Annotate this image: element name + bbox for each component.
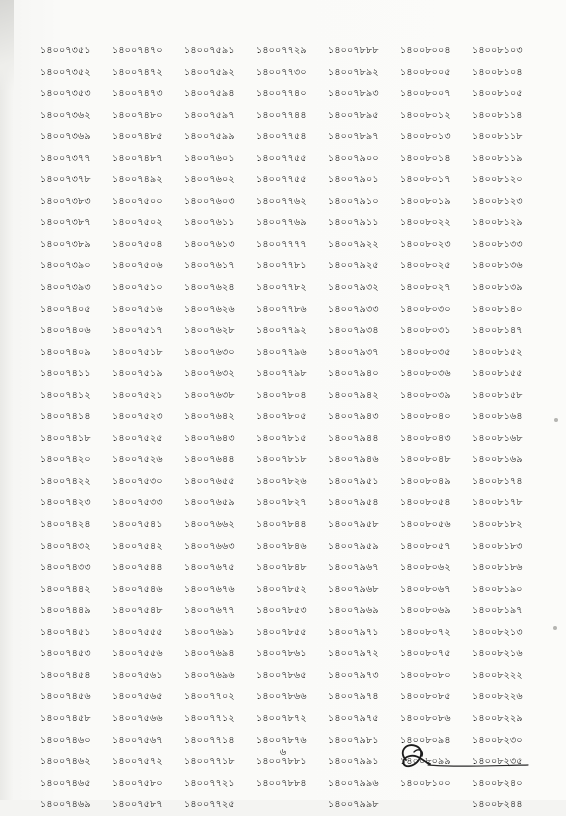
roll-number: ১৪০০৮০২৩ [400,238,451,250]
roll-number: ১৪০০৮১৪০ [472,303,523,315]
roll-number: ১৪০০৭৭২৫ [184,799,235,811]
roll-number: ১৪০০৮১৩৬ [472,260,523,272]
roll-number: ১৪০০৮১৩৯ [472,282,523,294]
roll-number: ১৪০০৭৫৯৪ [184,88,235,100]
roll-number: ১৪০০৭৮১৫ [256,432,307,444]
roll-number: ১৪০০৭৪৫৪ [40,669,91,681]
roll-number: ১৪০০৭৩৯৩ [40,282,91,294]
roll-number: ১৪০০৮০৮৬ [400,712,451,724]
roll-number: ১৪০০৮০০৪ [400,45,451,56]
roll-number: ১৪০০৭৬৪৩ [184,432,235,444]
roll-number: ১৪০০৭৩৭৭ [40,152,91,164]
roll-number: ১৪০০৭৪৪২ [40,583,91,595]
roll-number: ১৪০০৭৪৭৩ [112,88,163,100]
roll-number: ১৪০০৮২৩০ [472,734,523,746]
roll-number: ১৪০০৮০৯৯ [400,756,451,768]
roll-number: ১৪০০৭৬৭৭ [184,605,235,617]
roll-number: ১৪০০৭৯৮১ [328,734,379,746]
roll-number: ১৪০০৭৫১৮ [112,346,163,358]
roll-number: ১৪০০৭৯২২ [328,238,379,250]
roll-number: ১৪০০৭৪২৩ [40,497,91,509]
roll-number: ১৪০০৭৯৪৪ [328,432,379,444]
roll-number: ১৪০০৭৫৩০ [112,475,163,487]
roll-number: ১৪০০৭৭১৮ [184,756,235,768]
roll-number: ১৪০০৭৩৫২ [40,66,91,78]
roll-number: ১৪০০৮০৪৮ [400,454,451,466]
roll-number: ১৪০০৭৪৫১ [40,626,91,638]
signature [392,738,532,774]
roll-number: ১৪০০৮১৫২ [472,346,523,358]
roll-number: ১৪০০৭৯৫৪ [328,497,379,509]
roll-number: ১৪০০৭৮৯২ [328,66,379,78]
roll-number: ১৪০০৭৪২৪ [40,519,91,531]
roll-number: ১৪০০৭৭৬৯ [256,217,307,229]
roll-number: ১৪০০৭৮৬৫ [256,669,307,681]
roll-number: ১৪০০৭৮৫৫ [256,626,307,638]
roll-number: ১৪০০৭৬০১ [184,152,235,164]
roll-number: ১৪০০৭৬৪২ [184,411,235,423]
roll-number: ১৪০০৭৪৪৯ [40,605,91,617]
roll-number: ১৪০০৭৩৫১ [40,45,91,56]
roll-number: ১৪০০৮২৩৫ [472,756,523,768]
roll-number: ১৪০০৭৯৭৪ [328,691,379,703]
roll-number: ১৪০০৭৮০৫ [256,411,307,423]
roll-number: ১৪০০৭৪৫৬ [40,691,91,703]
roll-number: ১৪০০৮০৪৯ [400,475,451,487]
roll-number: ১৪০০৭৮৬১ [256,648,307,660]
roll-number-column [328,40,400,816]
roll-number: ১৪০০৭৮২৬ [256,475,307,487]
roll-number: ১৪০০৭৫৪৮ [112,605,163,617]
roll-number: ১৪০০৭৫১৭ [112,325,163,337]
roll-number: ১৪০০৭৪০৫ [40,303,91,315]
roll-number: ১৪০০৭৪১৮ [40,432,91,444]
roll-number: ১৪০০৭৬৯১ [184,626,235,638]
roll-number: ১৪০০৭৭৪৪ [256,109,307,121]
roll-number: ১৪০০৭৫৮৭ [112,799,163,811]
roll-number: ১৪০০৭৪২২ [40,475,91,487]
roll-number: ১৪০০৭৭৮৬ [256,303,307,315]
roll-number: ১৪০০৮২১৬ [472,648,523,660]
roll-number-column [472,40,544,816]
roll-number: ১৪০০৭৯০১ [328,174,379,186]
roll-number: ১৪০০৮০৬৭ [400,583,451,595]
roll-number: ১৪০০৭৯৩৭ [328,346,379,358]
roll-number: ১৪০০৭৬৭৫ [184,562,235,574]
roll-number: ১৪০০৭৫১০ [112,282,163,294]
roll-number: ১৪০০৮০৫৬ [400,519,451,531]
binder-mark [553,626,557,630]
roll-number-column [256,40,328,816]
roll-number: ১৪০০৭৯২৫ [328,260,379,272]
roll-number: ১৪০০৭৩৮৯ [40,238,91,250]
roll-number: ১৪০০৮১১৪ [472,109,523,121]
roll-number: ১৪০০৭৫০৪ [112,238,163,250]
roll-number: ১৪০০৭৯৫১ [328,475,379,487]
roll-number: ১৪০০৮১৬৮ [472,432,523,444]
roll-number: ১৪০০৭৫১৯ [112,368,163,380]
roll-number: ১৪০০৭৮৮১ [256,756,307,768]
roll-number: ১৪০০৮১৪৭ [472,325,523,337]
roll-number: ১৪০০৭৭১২ [184,712,235,724]
roll-number: ১৪০০৭৬৯৪ [184,648,235,660]
roll-number: ১৪০০৭৪৩৩ [40,562,91,574]
roll-number: ১৪০০৮১০০ [400,777,451,789]
roll-number: ১৪০০৭৮৯৫ [328,109,379,121]
roll-number: ১৪০০৭৪৬২ [40,756,91,768]
roll-number: ১৪০০৮০১৭ [400,174,451,186]
roll-number: ১৪০০৭৪০৬ [40,325,91,337]
roll-number: ১৪০০৭৭৪০ [256,88,307,100]
roll-number: ১৪০০৭৪৬৯ [40,799,91,811]
roll-number: ১৪০০৮১৬৪ [472,411,523,423]
roll-number: ১৪০০৮২৪৪ [472,799,523,811]
roll-number: ১৪০০৮১২৯ [472,217,523,229]
roll-number: ১৪০০৭৭২১ [184,777,235,789]
roll-number: ১৪০০৭৬৪৪ [184,454,235,466]
roll-number: ১৪০০৮০৭২ [400,626,451,638]
roll-number: ১৪০০৭৯৭৫ [328,712,379,724]
roll-number: ১৪০০৭৬৫৯ [184,497,235,509]
roll-number: ১৪০০৭৫৬৬ [112,712,163,724]
roll-number: ১৪০০৭৫৫৬ [112,648,163,660]
roll-number: ১৪০০৭৪৯২ [112,174,163,186]
roll-number: ১৪০০৮১১৯ [472,152,523,164]
roll-number: ১৪০০৭৫৯২ [184,66,235,78]
roll-number: ১৪০০৭৫৬৭ [112,734,163,746]
roll-number: ১৪০০৮০৪৩ [400,432,451,444]
roll-number: ১৪০০৭৯৯৮ [328,799,379,811]
roll-number: ১৪০০৮১৯৭ [472,605,523,617]
roll-number: ১৪০০৮২১৩ [472,626,523,638]
roll-number: ১৪০০৮১৮৩ [472,540,523,552]
roll-number: ১৪০০৭৮২৭ [256,497,307,509]
roll-number: ১৪০০৭৯৫৮ [328,519,379,531]
roll-number: ১৪০০৭৬৩২ [184,368,235,380]
roll-number: ১৪০০৭৫৫৫ [112,626,163,638]
roll-number: ১৪০০৭৯৪৩ [328,411,379,423]
roll-number: ১৪০০৭৭০২ [184,691,235,703]
roll-number: ১৪০০৭৪৫৮ [40,712,91,724]
roll-number: ১৪০০৭৩৬৯ [40,131,91,143]
roll-number: ১৪০০৭৯৬৭ [328,562,379,574]
roll-number: ১৪০০৮০৬৯ [400,605,451,617]
roll-number: ১৪০০৮০৩৫ [400,346,451,358]
roll-number: ১৪০০৭৫৯৯ [184,131,235,143]
roll-number: ১৪০০৭৯৭২ [328,648,379,660]
roll-number: ১৪০০৭৮৮৪ [256,777,307,789]
roll-number: ১৪০০৮১৫৮ [472,389,523,401]
roll-number: ১৪০০৭৮৪৬ [256,540,307,552]
roll-number: ১৪০০৭৫১৬ [112,303,163,315]
roll-number: ১৪০০৭৯৭১ [328,626,379,638]
roll-number: ১৪০০৭৬১৭ [184,260,235,272]
roll-number: ১৪০০৭৬২৬ [184,303,235,315]
roll-number: ১৪০০৮০১৩ [400,131,451,143]
roll-number: ১৪০০৮১৩৩ [472,238,523,250]
roll-number: ১৪০০৭৬৩০ [184,346,235,358]
roll-number: ১৪০০৭৭৬২ [256,195,307,207]
roll-number: ১৪০০৭৫০৬ [112,260,163,272]
roll-number: ১৪০০৮১৮৬ [472,562,523,574]
roll-number: ১৪০০৭৫৮০ [112,777,163,789]
roll-number: ১৪০০৮০৩৯ [400,389,451,401]
roll-number: ১৪০০৭৭৮২ [256,282,307,294]
roll-number: ১৪০০৭৪৫৩ [40,648,91,660]
roll-number: ১৪০০৭৪১৪ [40,411,91,423]
roll-number: ১৪০০৭৫৯৭ [184,109,235,121]
roll-number: ১৪০০৭৫৪৬ [112,583,163,595]
roll-number: ১৪০০৮০৮৫ [400,691,451,703]
roll-number: ১৪০০৭৫০০ [112,195,163,207]
roll-number: ১৪০০৭৪৬৫ [40,777,91,789]
roll-number: ১৪০০৮০০৭ [400,88,451,100]
roll-number: ১৪০০৭৪৮৭ [112,152,163,164]
roll-number: ১৪০০৭৬৭৬ [184,583,235,595]
roll-number: ১৪০০৭৮৭৬ [256,734,307,746]
roll-number: ১৪০০৭৮৬৬ [256,691,307,703]
roll-number: ১৪০০৮০১৯ [400,195,451,207]
roll-number: ১৪০০৭৮৭২ [256,712,307,724]
roll-number: ১৪০০৭৯১১ [328,217,379,229]
roll-number: ১৪০০৭৬০২ [184,174,235,186]
roll-number: ১৪০০৭৪০৯ [40,346,91,358]
roll-number: ১৪০০৮১৭৪ [472,475,523,487]
roll-number: ১৪০০৭৪৮৫ [112,131,163,143]
roll-number: ১৪০০৭৪৩২ [40,540,91,552]
roll-number: ১৪০০৭৮১৮ [256,454,307,466]
roll-number: ১৪০০৭৭৭৭ [256,238,307,250]
roll-number: ১৪০০৭৯১০ [328,195,379,207]
roll-number: ১৪০০৭৭৯২ [256,325,307,337]
page-number: ৬ [279,747,287,758]
roll-number: ১৪০০৭৯০০ [328,152,379,164]
roll-number: ১৪০০৭৮৪৮ [256,562,307,574]
roll-number: ১৪০০৭৩৮৩ [40,195,91,207]
roll-number: ১৪০০৭৬৯৬ [184,669,235,681]
roll-number: ১৪০০৭৫৪৪ [112,562,163,574]
roll-number: ১৪০০৮০২২ [400,217,451,229]
roll-number: ১৪০০৭৮৫৩ [256,605,307,617]
roll-number: ১৪০০৭৭৮১ [256,260,307,272]
roll-number: ১৪০০৭৬৩৮ [184,389,235,401]
roll-number: ১৪০০৮০৪০ [400,411,451,423]
roll-number: ১৪০০৮০৯৪ [400,734,451,746]
roll-number: ১৪০০৭৯৫৯ [328,540,379,552]
roll-number: ১৪০০৭৪১২ [40,389,91,401]
roll-number: ১৪০০৭৫৬৫ [112,691,163,703]
roll-number: ১৪০০৭৫২৩ [112,411,163,423]
roll-number: ১৪০০৭৫৩৩ [112,497,163,509]
roll-number: ১৪০০৭৩৭৮ [40,174,91,186]
roll-number: ১৪০০৭৯৯৬ [328,777,379,789]
roll-number: ১৪০০৮১২৩ [472,195,523,207]
roll-number: ১৪০০৮০৫৭ [400,540,451,552]
roll-number: ১৪০০৮০০৫ [400,66,451,78]
roll-number: ১৪০০৭৯৬৯ [328,605,379,617]
roll-number: ১৪০০৭৫৭২ [112,756,163,768]
roll-number: ১৪০০৮২২৬ [472,691,523,703]
roll-number: ১৪০০৭৫৪১ [112,519,163,531]
roll-number: ১৪০০৮০২৫ [400,260,451,272]
roll-number: ১৪০০৭৮০৪ [256,389,307,401]
roll-number: ১৪০০৭৩৯০ [40,260,91,272]
roll-number: ১৪০০৭৯৪৬ [328,454,379,466]
roll-number: ১৪০০৮১০৫ [472,88,523,100]
roll-number: ১৪০০৭৪২০ [40,454,91,466]
roll-number: ১৪০০৭৬২৪ [184,282,235,294]
roll-number: ১৪০০৮১১৮ [472,131,523,143]
roll-number: ১৪০০৭৯৪২ [328,389,379,401]
roll-number: ১৪০০৭৭৩০ [256,66,307,78]
roll-number: ১৪০০৭৯৪০ [328,368,379,380]
roll-number: ১৪০০৮০৩৬ [400,368,451,380]
roll-number: ১৪০০৭৬০৩ [184,195,235,207]
roll-number: ১৪০০৭৯৯১ [328,756,379,768]
page-fold-shadow [0,0,14,90]
roll-number: ১৪০০৮০৮০ [400,669,451,681]
roll-number: ১৪০০৭৩৫৩ [40,88,91,100]
roll-number: ১৪০০৭৩৬২ [40,109,91,121]
roll-number: ১৪০০৭৬২৮ [184,325,235,337]
roll-number: ১৪০০৭৪৬০ [40,734,91,746]
roll-number-column [400,40,472,816]
roll-number: ১৪০০৭৮৯৩ [328,88,379,100]
roll-number: ১৪০০৭৮৪৪ [256,519,307,531]
roll-number: ১৪০০৭৬১১ [184,217,235,229]
roll-number: ১৪০০৭৯৭৩ [328,669,379,681]
roll-number: ১৪০০৭৮৯৭ [328,131,379,143]
roll-number: ১৪০০৮২৪০ [472,777,523,789]
roll-number-grid [40,40,545,816]
roll-number: ১৪০০৮১৬৯ [472,454,523,466]
roll-number: ১৪০০৮১৭৮ [472,497,523,509]
roll-number: ১৪০০৭৭৫৫ [256,152,307,164]
roll-number: ১৪০০৭৭৯৮ [256,368,307,380]
roll-number: ১৪০০৮১২০ [472,174,523,186]
roll-number: ১৪০০৮২২২ [472,669,523,681]
roll-number: ১৪০০৮১০৩ [472,45,523,56]
roll-number: ১৪০০৭৫৪২ [112,540,163,552]
roll-number-column [184,40,256,816]
roll-number: ১৪০০৭৩৮৭ [40,217,91,229]
roll-number: ১৪০০৮১৯০ [472,583,523,595]
roll-number: ১৪০০৮০১২ [400,109,451,121]
roll-number: ১৪০০৮১৮২ [472,519,523,531]
roll-number: ১৪০০৮০১৪ [400,152,451,164]
roll-number: ১৪০০৭৬১৩ [184,238,235,250]
roll-number: ১৪০০৭৯৬৮ [328,583,379,595]
roll-number: ১৪০০৭৮৮৮ [328,45,379,56]
roll-number: ১৪০০৭৫২১ [112,389,163,401]
roll-number: ১৪০০৮১০৪ [472,66,523,78]
roll-number: ১৪০০৮২২৯ [472,712,523,724]
roll-number: ১৪০০৮০২৭ [400,282,451,294]
roll-number: ১৪০০৮০৩১ [400,325,451,337]
roll-number: ১৪০০৮০৫৪ [400,497,451,509]
roll-number: ১৪০০৭৪৮০ [112,109,163,121]
roll-number: ১৪০০৭৯৩৩ [328,303,379,315]
roll-number-column [112,40,184,816]
roll-number: ১৪০০৭৬৫৫ [184,475,235,487]
roll-number: ১৪০০৭৯৩৪ [328,325,379,337]
roll-number: ১৪০০৭৭১৪ [184,734,235,746]
roll-number: ১৪০০৮১৫৫ [472,368,523,380]
roll-number: ১৪০০৭৭২৯ [256,45,307,56]
roll-number: ১৪০০৭৫২৬ [112,454,163,466]
roll-number: ১৪০০৭৫৯১ [184,45,235,56]
roll-number: ১৪০০৭৪৭০ [112,45,163,56]
roll-number: ১৪০০৭৪১১ [40,368,91,380]
roll-number: ১৪০০৭৭৯৬ [256,346,307,358]
roll-number: ১৪০০৭৫২৫ [112,432,163,444]
roll-number: ১৪০০৭৪৭২ [112,66,163,78]
roll-number: ১৪০০৭৯৩২ [328,282,379,294]
roll-number: ১৪০০৭৫৬১ [112,669,163,681]
roll-number: ১৪০০৮০৩০ [400,303,451,315]
binder-mark [554,418,558,422]
roll-number: ১৪০০৮০৬২ [400,562,451,574]
roll-number: ১৪০০৭৬৬৩ [184,540,235,552]
roll-number: ১৪০০৭৮৫২ [256,583,307,595]
roll-number: ১৪০০৭৭৫৪ [256,131,307,143]
roll-number: ১৪০০৭৫০২ [112,217,163,229]
roll-number: ১৪০০৭৬৬২ [184,519,235,531]
roll-number-column [40,40,112,816]
roll-number: ১৪০০৮০৭৫ [400,648,451,660]
roll-number: ১৪০০৭৭৫৫ [256,174,307,186]
